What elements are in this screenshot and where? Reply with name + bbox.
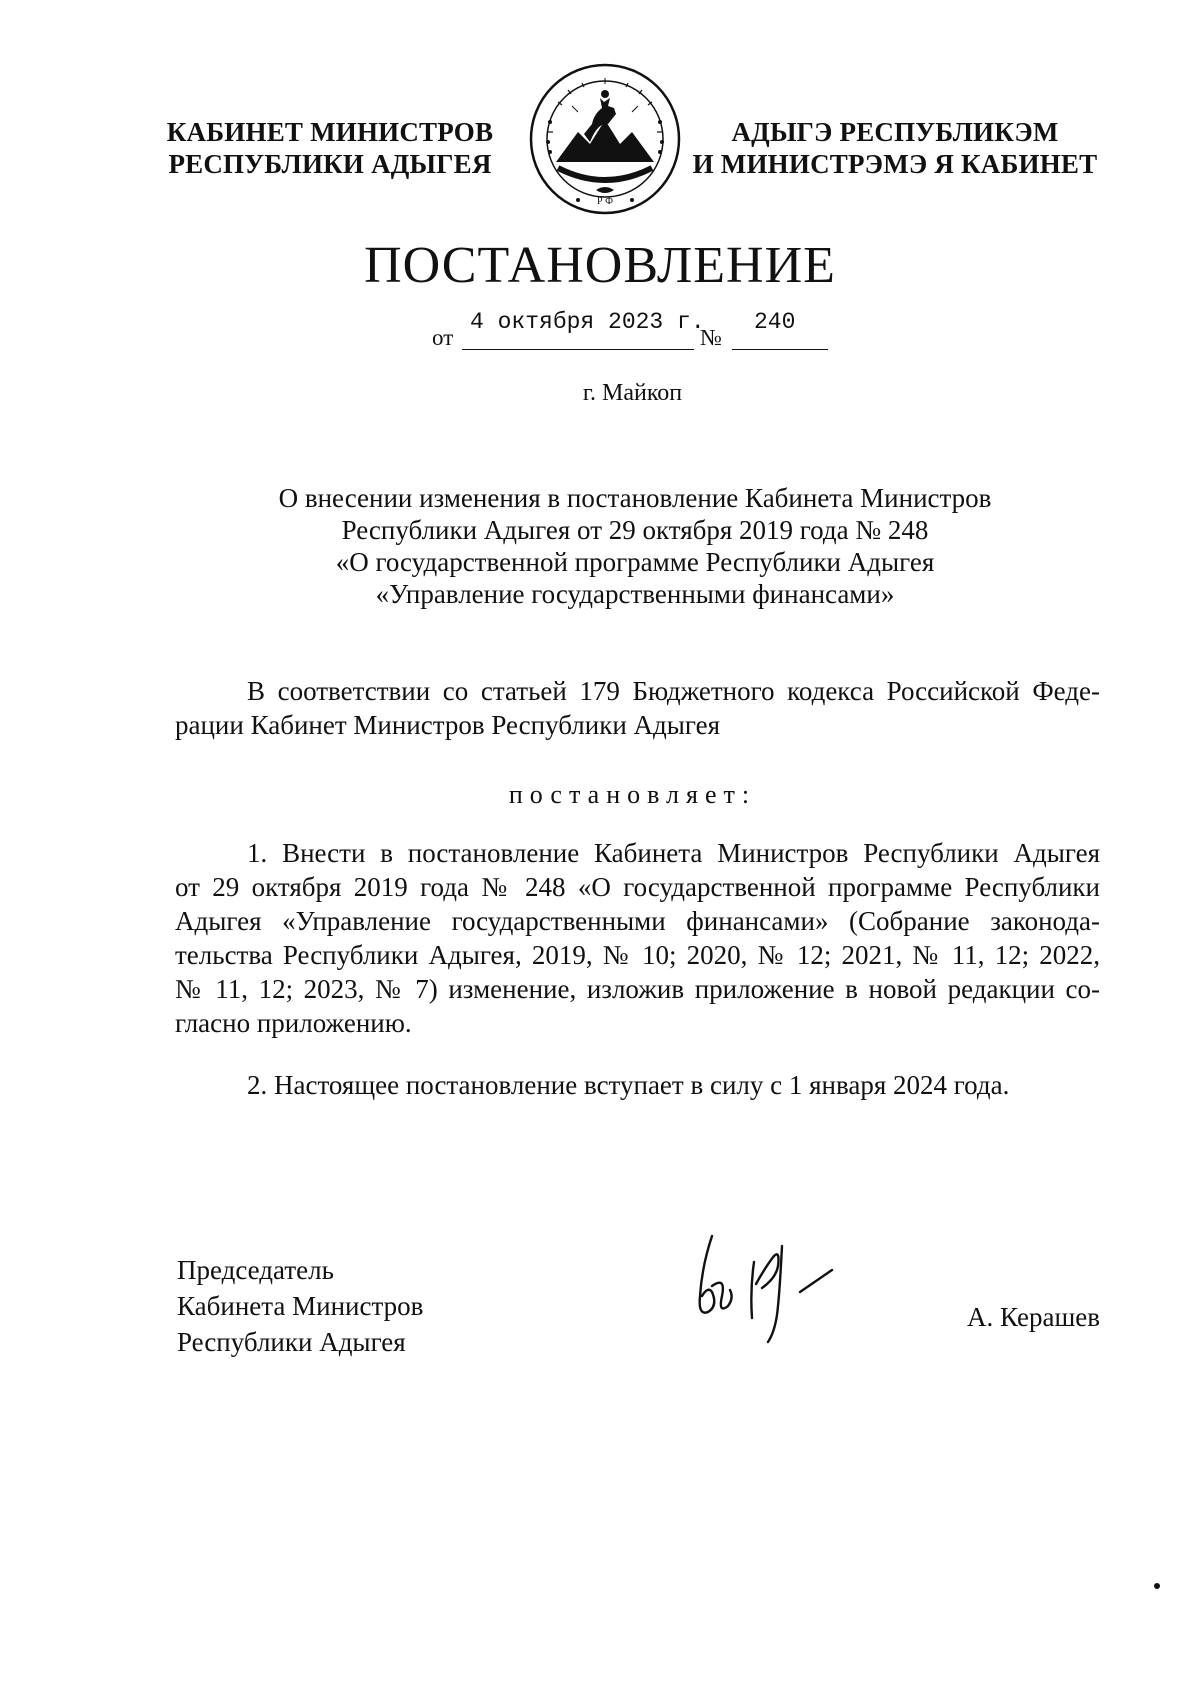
- date-prefix: от: [432, 325, 454, 350]
- title-line: «О государственной программе Республики Адыгея: [335, 547, 935, 577]
- date-underline: [462, 349, 694, 350]
- position-line: Кабинета Министров: [177, 1291, 424, 1321]
- position-line: Республики Адыгея: [177, 1327, 406, 1357]
- signatory-position: [177, 1252, 477, 1360]
- title-line: О внесении изменения в постановление Кабинета Министров: [278, 483, 992, 513]
- paragraph-line: 2. Настоящее постановление вступает в силу с 1 января 2024 года.: [247, 1070, 1010, 1100]
- document-number: 240: [754, 309, 796, 335]
- city: г. Майкоп: [582, 380, 683, 406]
- item-2-paragraph: [175, 1068, 1100, 1102]
- date-number-line: [432, 303, 832, 353]
- paragraph-line: В соответствии со статьей 179 Бюджетного кодекса Российской Феде-: [247, 676, 1100, 706]
- svg-text:Р Ф: Р Ф: [597, 196, 613, 207]
- issuer-line: АДЫГЭ РЕСПУБЛИКЭМ: [731, 117, 1059, 147]
- preamble-paragraph: [175, 674, 1100, 742]
- number-prefix: №: [700, 325, 722, 350]
- title-line: «Управление государственными финансами»: [375, 579, 895, 609]
- paragraph-line: 1. Внести в постановление Кабинета Министров Республики Адыгея: [247, 838, 1100, 868]
- resolve-word: постановляет:: [508, 780, 757, 809]
- document-title: [170, 482, 1100, 610]
- document-type: ПОСТАНОВЛЕНИЕ: [364, 237, 836, 294]
- scan-speck: [1154, 1583, 1160, 1589]
- number-underline: [732, 349, 828, 350]
- paragraph-line: рации Кабинет Министров Республики Адыгея: [175, 710, 721, 740]
- title-line: Республики Адыгея от 29 октября 2019 года № 248: [341, 515, 929, 545]
- paragraph-line: тельства Республики Адыгея, 2019, № 10; 2020, № 12; 2021, № 11, 12; 2022,: [175, 940, 1100, 970]
- paragraph-line: № 11, 12; 2023, № 7) изменение, изложив приложение в новой редакции со-: [175, 974, 1100, 1004]
- item-1-paragraph: [175, 836, 1100, 1040]
- issuer-name-adyghe: [690, 116, 1100, 180]
- handwritten-signature-icon: [682, 1226, 862, 1346]
- issuer-line: КАБИНЕТ МИНИСТРОВ: [166, 117, 494, 147]
- coat-of-arms-icon: [528, 62, 682, 216]
- issuer-line: РЕСПУБЛИКИ АДЫГЕЯ: [168, 149, 492, 179]
- paragraph-line: гласно приложению.: [175, 1008, 412, 1038]
- position-line: Председатель: [177, 1255, 334, 1285]
- issuer-line: И МИНИСТРЭМЭ Я КАБИНЕТ: [692, 149, 1098, 179]
- document-date: 4 октября 2023 г.: [470, 309, 705, 335]
- paragraph-line: от 29 октября 2019 года № 248 «О государственной программе Республики: [175, 872, 1100, 902]
- paragraph-line: Адыгея «Управление государственными финансами» (Собрание законода-: [175, 906, 1100, 936]
- issuer-name-russian: [150, 116, 510, 180]
- signer-name: А. Керашев: [967, 1302, 1100, 1332]
